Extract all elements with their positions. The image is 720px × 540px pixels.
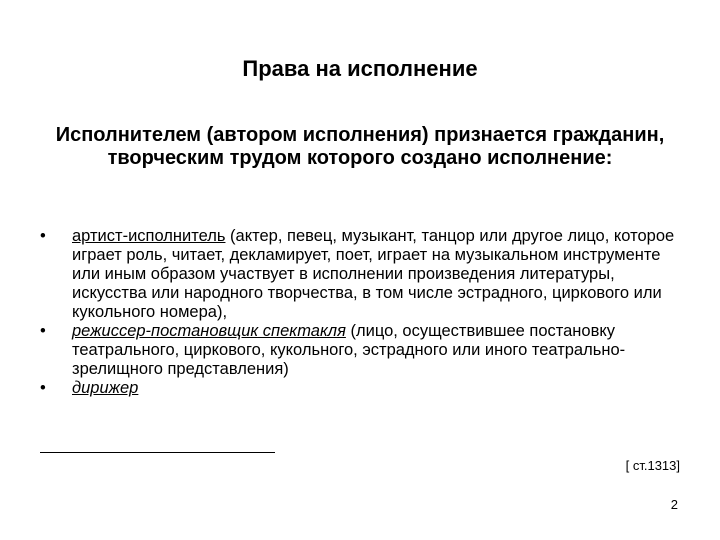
bullet-text: (лицо, осуществившее постановку театрального, циркового, кукольного, эстрадного или иного театрально-зрелищного представления) bbox=[72, 322, 626, 378]
bullet-list bbox=[40, 227, 690, 398]
list-item bbox=[40, 322, 690, 379]
slide-title: Права на исполнение bbox=[242, 56, 478, 81]
definition-text: Исполнителем (автором исполнения) признается гражданин, творческим трудом которого создано исполнение: bbox=[55, 124, 665, 169]
list-item bbox=[40, 379, 690, 398]
bullet-term: дирижер bbox=[72, 379, 139, 397]
list-item bbox=[40, 227, 690, 322]
bullet-text: (актер, певец, музыкант, танцор или другое лицо, которое играет роль, читает, декламирует, поет, играет на музыкальном инструменте или иным образом участвует в исполнении произведения литературы, искусства или народного творчества, в том числе эстрадного, циркового или кукольного номера), bbox=[72, 227, 675, 321]
page-number: 2 bbox=[670, 497, 678, 512]
footnote-separator bbox=[40, 452, 275, 453]
bullet-icon: • bbox=[40, 227, 46, 245]
bullet-icon: • bbox=[40, 322, 46, 340]
article-reference: [ ст.1313] bbox=[625, 458, 680, 473]
bullet-term: артист-исполнитель bbox=[72, 227, 226, 245]
bullet-term: режиссер-постановщик спектакля bbox=[72, 322, 346, 340]
bullet-icon: • bbox=[40, 379, 46, 397]
